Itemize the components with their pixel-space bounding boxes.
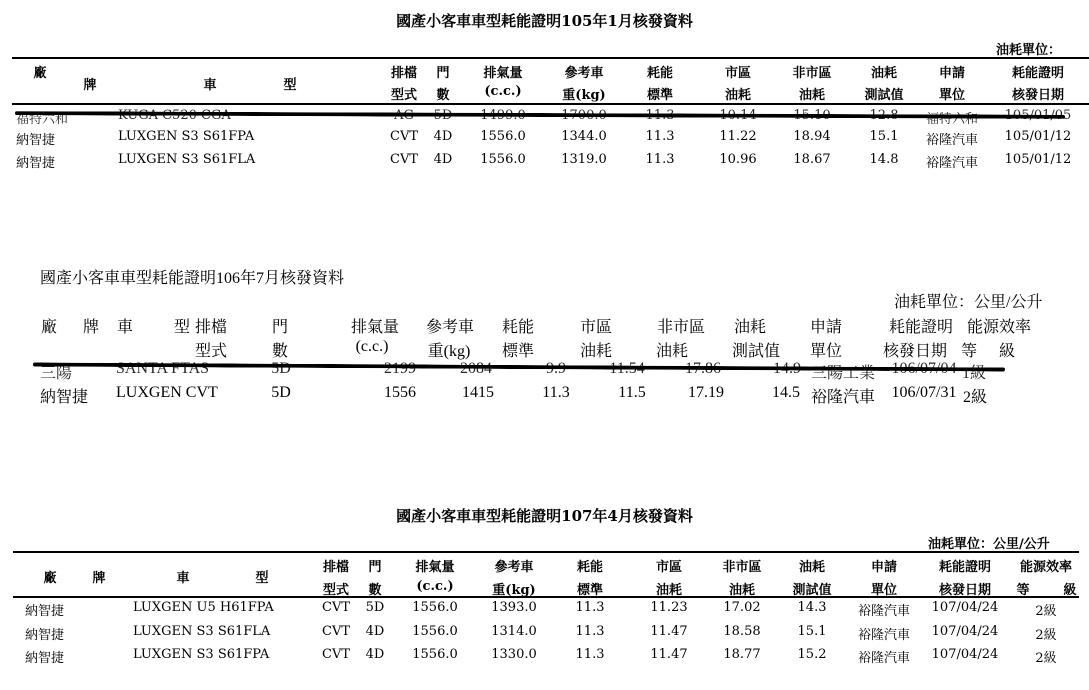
header-model-2: 型 bbox=[173, 319, 191, 336]
header-applicant-2: 單位 bbox=[870, 583, 898, 598]
header-weight-2: 重(kg) bbox=[562, 88, 606, 103]
table-cell: 5D bbox=[271, 384, 291, 401]
header-displacement-2: (c.c.) bbox=[484, 84, 522, 99]
table-cell: 11.3 bbox=[645, 152, 675, 167]
header-model-1: 車 bbox=[176, 571, 190, 586]
section-106-07 bbox=[0, 250, 1089, 420]
header-bottom-rule bbox=[12, 103, 1089, 105]
header-city: 市區 bbox=[655, 560, 683, 575]
table-cell: LUXGEN U5 H61FPA bbox=[133, 600, 274, 615]
table-cell: 14.3 bbox=[797, 600, 827, 615]
header-city-2: 油耗 bbox=[655, 583, 683, 598]
table-cell: CVT bbox=[321, 600, 351, 615]
table-cell: 納智捷 bbox=[16, 133, 56, 148]
table-cell: 裕隆汽車 bbox=[925, 156, 979, 171]
header-standard: 耗能 bbox=[646, 66, 674, 81]
header-applicant: 申請 bbox=[938, 66, 966, 81]
header-highway: 非市區 bbox=[792, 66, 832, 81]
table-cell: 105/01/12 bbox=[1004, 129, 1072, 144]
table-cell: 15.1 bbox=[797, 624, 827, 639]
table-cell: 107/04/24 bbox=[931, 647, 999, 662]
header-transmission-2: 型式 bbox=[390, 88, 418, 103]
table-cell: 105/01/05 bbox=[1004, 108, 1072, 123]
header-standard-2: 標準 bbox=[501, 343, 535, 360]
header-applicant: 申請 bbox=[809, 319, 843, 336]
header-displacement: 排氣量 bbox=[483, 66, 523, 81]
header-displacement-2: (c.c.) bbox=[416, 579, 454, 594]
table-cell: CVT bbox=[389, 152, 419, 167]
table-cell: 納智捷 bbox=[25, 604, 65, 619]
header-highway-2: 油耗 bbox=[798, 88, 826, 103]
header-test-2: 測試值 bbox=[792, 583, 832, 598]
table-cell: 1319.0 bbox=[561, 152, 607, 167]
header-displacement: 排氣量 bbox=[350, 319, 400, 336]
header-cert-2: 核發日期 bbox=[1011, 88, 1065, 103]
header-weight: 參考車 bbox=[425, 319, 475, 336]
table-cell: 裕隆汽車 bbox=[857, 604, 911, 619]
header-transmission: 排檔 bbox=[390, 66, 418, 81]
table-cell: LUXGEN S3 S61FLA bbox=[118, 152, 256, 167]
table-cell: LUXGEN S3 S61FPA bbox=[118, 129, 255, 144]
header-test: 油耗 bbox=[798, 560, 826, 575]
fuel-unit-label: 油耗單位：公里/公升 bbox=[894, 294, 1043, 311]
table-cell: 裕隆汽車 bbox=[925, 133, 979, 148]
header-test: 油耗 bbox=[733, 319, 767, 336]
header-efficiency: 能源效率 bbox=[966, 319, 1032, 336]
section-107-04 bbox=[0, 495, 1089, 690]
table-cell: 15.1 bbox=[869, 129, 899, 144]
table-cell: 18.77 bbox=[723, 647, 761, 662]
table-cell: KUGA C520 CGA bbox=[118, 108, 231, 123]
header-doors: 門 bbox=[271, 319, 289, 336]
table-cell: CVT bbox=[321, 624, 351, 639]
table-cell: 2級 bbox=[962, 389, 988, 406]
table-cell: 14.5 bbox=[772, 384, 800, 401]
table-cell: 1393.0 bbox=[491, 600, 537, 615]
table-cell: 納智捷 bbox=[25, 628, 65, 643]
table-cell: 2級 bbox=[1035, 604, 1057, 619]
table-cell: CVT bbox=[321, 647, 351, 662]
header-highway: 非市區 bbox=[656, 319, 706, 336]
table-cell: 18.67 bbox=[793, 152, 831, 167]
table-cell: 107/04/24 bbox=[931, 624, 999, 639]
header-efficiency-2: 等 bbox=[960, 343, 978, 360]
table-cell: 11.3 bbox=[575, 600, 605, 615]
table-cell: 9.9 bbox=[546, 360, 566, 377]
table-cell: 5D bbox=[433, 108, 453, 123]
table-cell: 15.2 bbox=[797, 647, 827, 662]
header-applicant-2: 單位 bbox=[938, 88, 966, 103]
header-displacement-2: (c.c.) bbox=[355, 338, 389, 355]
table-cell: 17.02 bbox=[723, 600, 761, 615]
table-cell: 福特六和 bbox=[925, 112, 979, 127]
header-standard-2: 標準 bbox=[576, 583, 604, 598]
header-top-rule bbox=[12, 57, 1089, 59]
table-cell: 107/04/24 bbox=[931, 600, 999, 615]
table-cell: 17.86 bbox=[685, 360, 721, 377]
table-cell: SANTA FTAS bbox=[116, 360, 210, 377]
table-cell: 11.3 bbox=[575, 624, 605, 639]
table-cell: 5D bbox=[365, 600, 385, 615]
header-doors: 門 bbox=[368, 560, 382, 575]
header-cert: 耗能證明 bbox=[888, 319, 954, 336]
header-model-1: 車 bbox=[203, 78, 217, 93]
table-cell: 納智捷 bbox=[16, 156, 56, 171]
header-test-2: 測試值 bbox=[864, 88, 904, 103]
header-highway: 非市區 bbox=[722, 560, 762, 575]
header-doors-2: 數 bbox=[436, 88, 450, 103]
header-weight-2: 重(kg) bbox=[427, 343, 471, 360]
table-cell: 1556.0 bbox=[412, 624, 458, 639]
section-title: 國產小客車車型耗能證明106年7月核發資料 bbox=[40, 270, 345, 287]
table-cell: 4D bbox=[365, 647, 385, 662]
table-cell: 1556.0 bbox=[412, 600, 458, 615]
header-doors-2: 數 bbox=[271, 343, 289, 360]
table-cell: 2084 bbox=[460, 360, 492, 377]
header-brand-1: 廠 bbox=[43, 571, 57, 586]
table-cell: 11.22 bbox=[719, 129, 757, 144]
header-city: 市區 bbox=[724, 66, 752, 81]
table-cell: 10.96 bbox=[719, 152, 757, 167]
table-cell: 17.19 bbox=[688, 384, 724, 401]
table-cell: 2級 bbox=[1035, 628, 1057, 643]
table-cell: 11.3 bbox=[542, 384, 570, 401]
table-cell: 1556.0 bbox=[480, 129, 526, 144]
table-cell: 1556.0 bbox=[480, 152, 526, 167]
header-doors: 門 bbox=[436, 66, 450, 81]
table-cell: 106/07/31 bbox=[891, 384, 957, 401]
table-cell: 105/01/12 bbox=[1004, 152, 1072, 167]
header-transmission: 排檔 bbox=[194, 319, 228, 336]
table-cell: 11.23 bbox=[650, 600, 688, 615]
table-cell: 裕隆汽車 bbox=[857, 651, 911, 666]
table-cell: 10.14 bbox=[719, 108, 757, 123]
header-standard-2: 標準 bbox=[646, 88, 674, 103]
table-cell: 11.3 bbox=[645, 108, 675, 123]
table-cell: 11.54 bbox=[609, 360, 645, 377]
fuel-unit-label: 油耗單位： bbox=[996, 43, 1062, 58]
table-cell: 福特六和 bbox=[16, 112, 69, 127]
table-cell: 1314.0 bbox=[491, 624, 537, 639]
header-cert: 耗能證明 bbox=[938, 560, 992, 575]
header-efficiency-2: 等 bbox=[1016, 583, 1030, 598]
header-brand-2: 牌 bbox=[82, 319, 100, 336]
table-cell: 1344.0 bbox=[561, 129, 607, 144]
table-cell: 1級 bbox=[961, 365, 987, 382]
table-cell: 納智捷 bbox=[40, 389, 89, 406]
section-title: 國產小客車車型耗能證明107年4月核發資料 bbox=[396, 507, 693, 525]
header-city: 市區 bbox=[579, 319, 613, 336]
table-cell: LUXGEN S3 S61FLA bbox=[133, 624, 271, 639]
header-bottom-rule bbox=[13, 596, 1079, 598]
table-cell: 11.47 bbox=[650, 647, 688, 662]
table-cell: 4D bbox=[433, 152, 453, 167]
table-cell: 1330.0 bbox=[491, 647, 537, 662]
table-cell: 11.3 bbox=[645, 129, 675, 144]
table-cell: 4D bbox=[433, 129, 453, 144]
header-transmission-2: 型式 bbox=[322, 583, 350, 598]
header-highway-2: 油耗 bbox=[728, 583, 756, 598]
table-cell: 14.9 bbox=[773, 360, 801, 377]
header-weight: 參考車 bbox=[494, 560, 534, 575]
header-test-2: 測試值 bbox=[731, 343, 781, 360]
header-model-1: 車 bbox=[116, 319, 134, 336]
table-cell: 11.3 bbox=[575, 647, 605, 662]
header-brand-1: 廠 bbox=[33, 66, 47, 81]
header-model-2: 型 bbox=[255, 571, 269, 586]
header-standard: 耗能 bbox=[501, 319, 535, 336]
header-cert-2: 核發日期 bbox=[882, 343, 948, 360]
table-cell: 1700.0 bbox=[561, 108, 607, 123]
header-weight-2: 重(kg) bbox=[492, 583, 536, 598]
header-standard: 耗能 bbox=[576, 560, 604, 575]
table-cell: 15.10 bbox=[793, 108, 831, 123]
header-brand-2: 牌 bbox=[83, 78, 97, 93]
table-cell: 三陽 bbox=[40, 365, 73, 382]
table-cell: 11.5 bbox=[618, 384, 646, 401]
table-cell: 18.58 bbox=[723, 624, 761, 639]
table-cell: 18.94 bbox=[793, 129, 831, 144]
header-city-2: 油耗 bbox=[579, 343, 613, 360]
header-transmission-2: 型式 bbox=[194, 343, 228, 360]
table-cell: 12.8 bbox=[869, 108, 899, 123]
header-brand-2: 牌 bbox=[92, 571, 106, 586]
table-cell: 2級 bbox=[1035, 651, 1057, 666]
table-cell: 納智捷 bbox=[25, 651, 65, 666]
table-cell: 裕隆汽車 bbox=[810, 389, 876, 406]
header-efficiency-3: 級 bbox=[1063, 583, 1077, 598]
table-cell: 11.47 bbox=[650, 624, 688, 639]
header-displacement: 排氣量 bbox=[415, 560, 455, 575]
header-cert: 耗能證明 bbox=[1011, 66, 1065, 81]
header-efficiency-3: 級 bbox=[998, 343, 1016, 360]
table-cell: 2199 bbox=[384, 360, 416, 377]
table-cell: 5D bbox=[271, 360, 291, 377]
header-applicant: 申請 bbox=[870, 560, 898, 575]
section-105-01 bbox=[0, 0, 1089, 200]
header-applicant-2: 單位 bbox=[809, 343, 843, 360]
table-cell: LUXGEN S3 S61FPA bbox=[133, 647, 270, 662]
table-cell: 106/07/04 bbox=[891, 360, 957, 377]
section-title: 國產小客車車型耗能證明105年1月核發資料 bbox=[396, 12, 693, 30]
table-cell: 三陽工業 bbox=[810, 365, 876, 382]
header-model-2: 型 bbox=[283, 78, 297, 93]
table-cell: 1556 bbox=[384, 384, 416, 401]
table-cell: 裕隆汽車 bbox=[857, 628, 911, 643]
header-doors-2: 數 bbox=[368, 583, 382, 598]
table-cell: 4D bbox=[365, 624, 385, 639]
table-cell: CVT bbox=[389, 129, 419, 144]
header-test: 油耗 bbox=[870, 66, 898, 81]
header-city-2: 油耗 bbox=[724, 88, 752, 103]
header-top-rule bbox=[13, 551, 1079, 553]
header-brand-1: 廠 bbox=[40, 319, 58, 336]
table-cell: 1499.0 bbox=[480, 108, 526, 123]
table-cell: 14.8 bbox=[869, 152, 899, 167]
table-cell: 1556.0 bbox=[412, 647, 458, 662]
header-weight: 參考車 bbox=[564, 66, 604, 81]
header-transmission: 排檔 bbox=[322, 560, 350, 575]
table-cell: LUXGEN CVT bbox=[116, 384, 218, 401]
fuel-unit-label: 油耗單位：公里/公升 bbox=[928, 537, 1050, 552]
table-cell: AG bbox=[394, 108, 414, 123]
header-highway-2: 油耗 bbox=[655, 343, 689, 360]
header-efficiency: 能源效率 bbox=[1019, 560, 1073, 575]
header-cert-2: 核發日期 bbox=[938, 583, 992, 598]
table-cell: 1415 bbox=[462, 384, 494, 401]
